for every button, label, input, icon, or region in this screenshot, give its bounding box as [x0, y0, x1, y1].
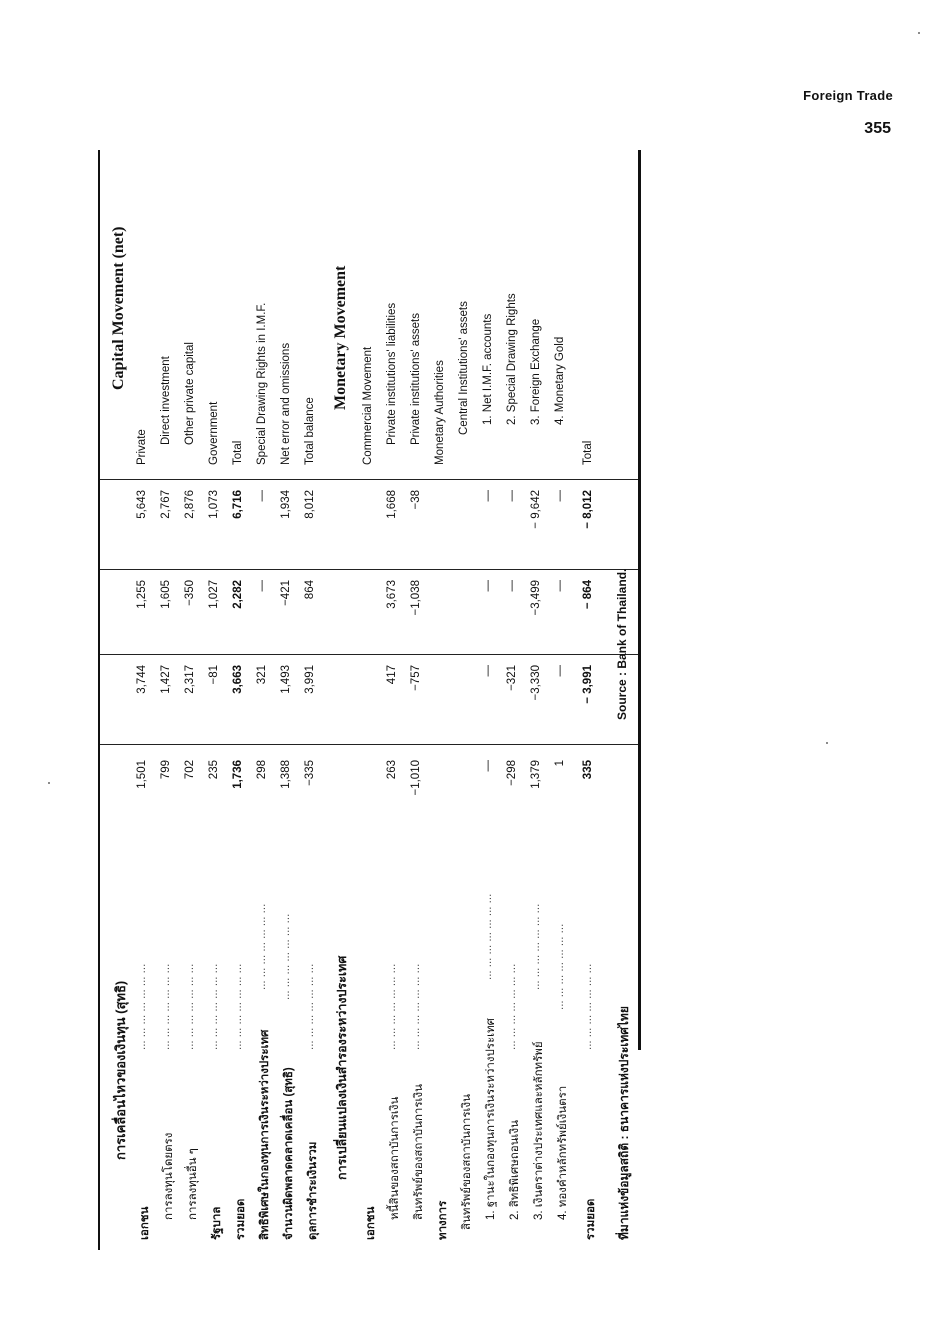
cell-4: 6,716: [232, 490, 244, 519]
source-en: Source : Bank of Thailand.: [615, 568, 629, 720]
cell-4: − 9,642: [530, 490, 542, 529]
monetary-header: [332, 150, 356, 1250]
cell-2: −81: [208, 665, 220, 685]
cell-3: 1,027: [208, 580, 220, 609]
cell-3: −3,499: [530, 580, 542, 616]
cell-3: 3,673: [386, 580, 398, 609]
cell-3: −1,038: [410, 580, 422, 616]
table-row: [362, 150, 386, 1250]
row-label-th: รัฐบาล: [211, 1206, 223, 1240]
cell-1: 799: [160, 760, 172, 780]
table-row-total: [582, 150, 606, 1250]
cell-1: 1,736: [232, 760, 244, 789]
cell-3: −350: [184, 580, 196, 606]
row-label-th: การลงทุนโดยตรง: [163, 1132, 175, 1220]
scan-speck: [48, 782, 50, 784]
row-label-th: เอกชน: [139, 1206, 151, 1240]
table-row: [554, 150, 578, 1250]
table-border-top: [98, 150, 100, 1250]
table-row: [184, 150, 208, 1250]
cell-3: —: [482, 580, 494, 592]
row-label-en: Total balance: [304, 397, 316, 465]
table-row: [386, 150, 410, 1250]
table-row: [208, 150, 232, 1250]
table-border-bottom: [638, 150, 641, 1050]
cell-2: −3,330: [530, 665, 542, 701]
cell-1: 1,388: [280, 760, 292, 789]
cell-3: 1,605: [160, 580, 172, 609]
table-row: [256, 150, 280, 1250]
row-label-th: การลงทุนอื่น ๆ: [187, 1148, 199, 1220]
cell-2: 3,663: [232, 665, 244, 694]
cell-2: 1,493: [280, 665, 292, 694]
leader-dots: ... ... ... ... ... ... ...: [304, 963, 316, 1050]
cell-2: 321: [256, 665, 268, 685]
cell-4: 1,668: [386, 490, 398, 519]
cell-1: 235: [208, 760, 220, 780]
cell-1: −1,010: [410, 760, 422, 796]
cell-1: —: [482, 760, 494, 772]
cell-1: 702: [184, 760, 196, 780]
cell-1: 263: [386, 760, 398, 780]
row-label-th: 1. ฐานะในกองทุนการเงินระหว่างประเทศ: [485, 1018, 497, 1220]
row-label-th: ทางการ: [437, 1200, 449, 1240]
row-label-en: Commercial Movement: [362, 346, 374, 465]
row-label-en: Direct investment: [160, 356, 172, 445]
cell-4: 2,876: [184, 490, 196, 519]
cell-3: 864: [304, 580, 316, 600]
table-row: [160, 150, 184, 1250]
row-label-en: Government: [208, 401, 220, 465]
row-label-en: Private institutions' liabilities: [386, 302, 398, 445]
row-label-en: Private: [136, 429, 148, 465]
row-label-en: 1. Net I.M.F. accounts: [482, 313, 494, 425]
leader-dots: ... ... ... ... ... ... ...: [184, 963, 196, 1050]
leader-dots: ... ... ... ... ... ... ...: [256, 903, 268, 990]
row-label-th: หนี้สินของสถาบันการเงิน: [389, 1096, 401, 1220]
cell-2: 3,991: [304, 665, 316, 694]
source-th: ที่มาแห่งข้อมูลสถิติ : ธนาคารแห่งประเทศไทย: [617, 1006, 631, 1240]
cell-3: —: [554, 580, 566, 592]
cell-2: − 3,991: [582, 665, 594, 704]
cell-1: 335: [582, 760, 594, 780]
cell-2: 417: [386, 665, 398, 685]
row-label-th: สินทรัพย์ของสถาบันการเงิน: [461, 1094, 473, 1230]
row-label-en: Monetary Authorities: [434, 360, 446, 465]
row-label-th: สินทรัพย์ของสถาบันการเงิน: [413, 1084, 425, 1220]
capital-header: [110, 150, 134, 1250]
cell-4: 1,934: [280, 490, 292, 519]
leader-dots: ... ... ... ... ... ... ...: [530, 903, 542, 990]
table-row: [506, 150, 530, 1250]
monetary-title-en: Monetary Movement: [332, 265, 349, 410]
row-label-en: Total: [582, 440, 594, 465]
cell-1: 1,501: [136, 760, 148, 789]
cell-4: —: [256, 490, 268, 502]
leader-dots: ... ... ... ... ... ... ...: [160, 963, 172, 1050]
row-label-th: 2. สิทธิพิเศษถอนเงิน: [509, 1120, 521, 1220]
row-label-th: สิทธิพิเศษในกองทุนการเงินระหว่างประเทศ: [259, 1029, 271, 1240]
cell-3: −421: [280, 580, 292, 606]
table-row: [136, 150, 160, 1250]
cell-4: —: [506, 490, 518, 502]
table-row: [434, 150, 458, 1250]
leader-dots: ... ... ... ... ... ... ...: [208, 963, 220, 1050]
cell-4: −38: [410, 490, 422, 510]
cell-1: 298: [256, 760, 268, 780]
capital-title-en: Capital Movement (net): [110, 226, 127, 390]
row-label-th: จำนวนผิดพลาดคลาดเคลื่อน (สุทธิ): [283, 1067, 295, 1240]
cell-1: 1: [554, 760, 566, 767]
balance-table: [90, 150, 650, 1250]
cell-2: 1,427: [160, 665, 172, 694]
leader-dots: ... ... ... ... ... ... ...: [136, 963, 148, 1050]
table-row: [304, 150, 328, 1250]
leader-dots: ... ... ... ... ... ... ...: [582, 963, 594, 1050]
table-row: [232, 150, 256, 1250]
page-number: 355: [864, 120, 891, 137]
table-row: [410, 150, 434, 1250]
cell-3: 1,255: [136, 580, 148, 609]
leader-dots: ... ... ... ... ... ... ...: [554, 923, 566, 1010]
scan-speck: [826, 742, 828, 744]
cell-3: − 864: [582, 580, 594, 610]
row-label-en: Special Drawing Rights in I.M.F.: [256, 302, 268, 465]
cell-1: −298: [506, 760, 518, 786]
cell-4: − 8,012: [582, 490, 594, 529]
row-label-en: Private institutions' assets: [410, 313, 422, 445]
cell-4: 5,643: [136, 490, 148, 519]
cell-2: −321: [506, 665, 518, 691]
cell-3: —: [256, 580, 268, 592]
cell-2: —: [482, 665, 494, 677]
rotated-table: [90, 150, 650, 1250]
row-label-th: ดุลการชำระเงินรวม: [307, 1141, 319, 1240]
leader-dots: ... ... ... ... ... ... ...: [386, 963, 398, 1050]
row-label-th: รวมยอด: [235, 1198, 247, 1240]
row-label-en: 4. Monetary Gold: [554, 336, 566, 425]
table-row: [482, 150, 506, 1250]
row-label-en: Other private capital: [184, 342, 196, 445]
scan-speck: [918, 32, 920, 34]
cell-4: 2,767: [160, 490, 172, 519]
row-label-en: Total: [232, 440, 244, 465]
row-label-th: 4. ทองคำหลักทรัพย์เงินตรา: [557, 1085, 569, 1220]
leader-dots: ... ... ... ... ... ... ...: [506, 963, 518, 1050]
row-label-en: 3. Foreign Exchange: [530, 318, 542, 425]
cell-4: —: [482, 490, 494, 502]
cell-4: —: [554, 490, 566, 502]
row-label-th: 3. เงินตราต่างประเทศและหลักทรัพย์: [533, 1041, 545, 1220]
table-row: [530, 150, 554, 1250]
cell-4: 1,073: [208, 490, 220, 519]
row-label-th: เอกชน: [365, 1206, 377, 1240]
cell-3: 2,282: [232, 580, 244, 609]
cell-2: —: [554, 665, 566, 677]
leader-dots: ... ... ... ... ... ... ...: [232, 963, 244, 1050]
cell-4: 8,012: [304, 490, 316, 519]
row-label-en: 2. Special Drawing Rights: [506, 293, 518, 425]
cell-2: 2,317: [184, 665, 196, 694]
row-label-en: Central Institutions' assets: [458, 301, 470, 435]
cell-2: −757: [410, 665, 422, 691]
cell-2: 3,744: [136, 665, 148, 694]
leader-dots: ... ... ... ... ... ... ...: [482, 893, 494, 980]
cell-1: 1,379: [530, 760, 542, 789]
cell-3: —: [506, 580, 518, 592]
cell-1: −335: [304, 760, 316, 786]
row-label-en: Net error and omissions: [280, 342, 292, 465]
page-header-title: Foreign Trade: [803, 88, 893, 103]
leader-dots: ... ... ... ... ... ... ...: [410, 963, 422, 1050]
table-row: [280, 150, 304, 1250]
row-label-th: รวมยอด: [585, 1198, 597, 1240]
table-row: [458, 150, 482, 1250]
capital-title-th: การเคลื่อนไหวของเงินทุน (สุทธิ): [113, 980, 128, 1160]
leader-dots: ... ... ... ... ... ... ...: [280, 913, 292, 1000]
monetary-title-th: การเปลี่ยนแปลงเงินสำรองระหว่างประเทศ: [335, 955, 349, 1180]
